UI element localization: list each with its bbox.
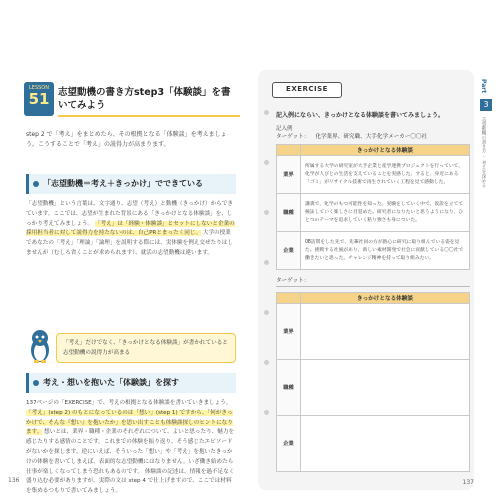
section-heading-2 bbox=[26, 373, 236, 393]
section-heading-2-text: 考え・想いを抱いた「体験談」を探す bbox=[43, 378, 179, 387]
target-value: 化学業界、研究職、大手化学メーカー〇〇社 bbox=[315, 134, 428, 140]
target-label-2: ターゲット： bbox=[276, 278, 310, 284]
table-header-row bbox=[277, 293, 470, 304]
page-number-right: 137 bbox=[462, 479, 474, 486]
section-1-body-a: 「志望動機」という言葉は、文字通り、志望（考え）と動機（きっかけ）からできています。ここでは、志望が生まれた背景にある「きっかけとなる体験談」を、しっかり考えてみましょう。 bbox=[26, 201, 233, 227]
table-row bbox=[277, 304, 470, 360]
table-row bbox=[277, 156, 470, 194]
lesson-number: 51 bbox=[28, 90, 50, 108]
table-row bbox=[277, 416, 470, 472]
penguin-mascot-icon bbox=[28, 328, 52, 364]
section-2-body bbox=[26, 399, 236, 497]
row-label: 業界 bbox=[277, 304, 301, 360]
lesson-label: LESSON bbox=[29, 85, 49, 91]
tip-callout: 「考え」だけでなく、「きっかけとなる体験談」が書かれていると志望動機の説得力が高まる bbox=[56, 333, 236, 363]
blank-answer-cell[interactable] bbox=[301, 416, 470, 472]
exercise-instruction: 記入例にならい、きっかけとなる体験談を書いてみましょう。 bbox=[276, 112, 445, 119]
intro-text: step 2 で「考え」をまとめたら、その根拠となる「体験談」を考えましょう。こうすることで「考え」の説得力が高まります。 bbox=[26, 131, 227, 148]
section-heading-1-text: 「志望動機＝考え＋きっかけ」でできている bbox=[43, 179, 203, 188]
ring-holes bbox=[264, 110, 270, 470]
section-1-body-b: 大学の授業であなたの「考え」「理論」「論理」を説明する際には、実体験を例え交ぜたりはしませんが（むしろ省くことが求められます）、就活の志望動機は違います。 bbox=[26, 230, 233, 256]
row-label: 職種 bbox=[277, 194, 301, 232]
table-header-row bbox=[277, 145, 470, 156]
section-heading-1 bbox=[26, 174, 236, 194]
section-2-body-b: 想いとは、業界・職種・企業のそれぞれについて、よいと思ったり、魅力を感じたりする感情のことです。これまでの体験を振り返り、そう感じたエピソードがないかを探します。逆にいえば、そういった「想い」や「考え」を抱いたきっかけの体験を書いてしまえば、表面的な志望動機にはなりません。いざ働き始めたら仕事が楽しくなってしまう恐れもあるのです。 bbox=[26, 429, 235, 475]
example-table bbox=[276, 144, 470, 270]
row-label: 職種 bbox=[277, 360, 301, 416]
left-page bbox=[8, 70, 240, 495]
table-corner bbox=[277, 293, 301, 304]
target-label: ターゲット： bbox=[276, 134, 310, 140]
row-label: 企業 bbox=[277, 232, 301, 270]
right-page bbox=[258, 70, 474, 490]
example-label: 記入例 bbox=[276, 126, 293, 132]
blank-target-line[interactable] bbox=[276, 276, 470, 287]
table-row bbox=[277, 360, 470, 416]
section-2-body-a: 137ページの「EXERCISE」で、考えの根拠となる体験談を書いていきましょう。 bbox=[26, 400, 232, 406]
blank-answer-cell[interactable] bbox=[301, 304, 470, 360]
row-label: 企業 bbox=[277, 416, 301, 472]
ring-hole-icon bbox=[264, 410, 269, 415]
ring-hole-icon bbox=[264, 310, 269, 315]
part-tab bbox=[480, 78, 492, 278]
row-text: 所属する大学の研究室が大手企業と産学連携プロジェクトを行っていて、化学が人びとの生活を支えていることを実感した。すると、身近にある「ゴミ」がリサイクル技術で再生されていく工程を見て感動した。 bbox=[301, 156, 470, 194]
page-number-left: 136 bbox=[8, 477, 20, 484]
section-2-highlight: 「考え」(step 2) のもとになっているのは「想い」(step 1) ですから、「何がきっかけで、そんな『想い』を抱いたか」を思い出すことも体験談探しのヒントになります。 bbox=[26, 409, 233, 436]
blank-table bbox=[276, 292, 470, 472]
lesson-title: 志望動機の書き方step3「体験談」を書いてみよう bbox=[58, 86, 240, 117]
row-label: 業界 bbox=[277, 156, 301, 194]
lesson-badge bbox=[24, 82, 54, 116]
part-number: 3 bbox=[480, 99, 492, 111]
table-corner bbox=[277, 145, 301, 156]
part-label: Part bbox=[480, 78, 487, 93]
table-row bbox=[277, 232, 470, 270]
ring-hole-icon bbox=[264, 360, 269, 365]
section-2-body-c: 体験談の記述は、情報を過不足なく盛り込む必要がありますが、実際の文は step 4 で仕上げますので、ここでは材料を集めるつもりで書いてみましょう。 bbox=[26, 468, 235, 495]
section-bullet-icon bbox=[33, 181, 39, 187]
row-text: OB訪問をした先で、先輩社員の方が熱心に研究に取り組んでいる姿を見た。挑戦する社風があり、新しい素材開発で社会に貢献している〇〇社で働きたいと思った。チャレンジ精神を持って取り組みたい。 bbox=[301, 232, 470, 270]
section-1-highlight: 「考え」は「経験・体験談」とセットにしないと企業の採用担当者に対して説得力を持たないのは、自己PRとまったく同じ。 bbox=[26, 220, 235, 237]
table-header: きっかけとなる体験談 bbox=[301, 145, 470, 156]
example-target bbox=[276, 132, 470, 140]
part-subtitle: 志望動機の書き方 ・ 考えを深める bbox=[481, 117, 486, 188]
table-row bbox=[277, 194, 470, 232]
section-bullet-icon bbox=[33, 380, 39, 386]
ring-hole-icon bbox=[264, 210, 269, 215]
ring-hole-icon bbox=[264, 260, 269, 265]
ring-hole-icon bbox=[264, 160, 269, 165]
table-header: きっかけとなる体験談 bbox=[301, 293, 470, 304]
row-text: 講義で、化学のもつ可能性を知った。実験をしていく中で、仮説を立てて検証していく楽しさに目覚めた。研究者になりたいと思うようになり、ひとつのテーマを追求していく粘り強さも身についた。 bbox=[301, 194, 470, 232]
section-1-body bbox=[26, 200, 236, 259]
ring-hole-icon bbox=[264, 110, 269, 115]
exercise-tab: EXERCISE bbox=[272, 82, 342, 98]
blank-answer-cell[interactable] bbox=[301, 360, 470, 416]
